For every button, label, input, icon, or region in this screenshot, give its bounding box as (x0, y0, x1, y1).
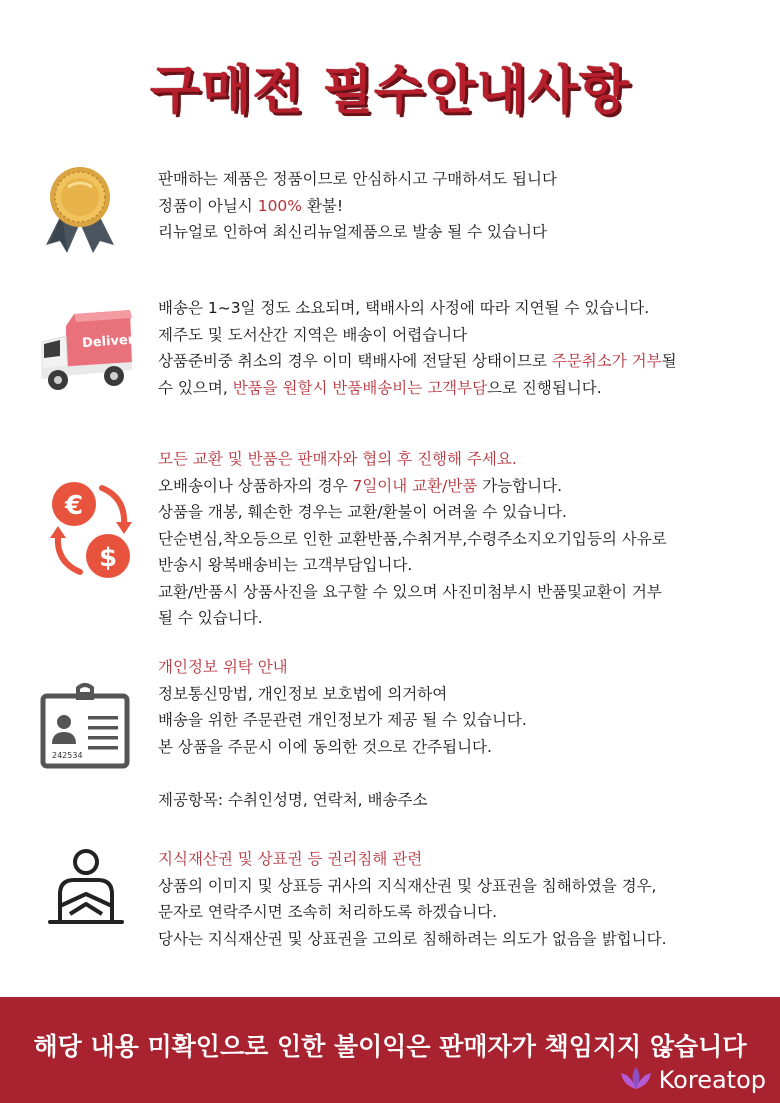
highlight-text: 개인정보 위탁 안내 (158, 658, 288, 676)
text-span: 교환/반품시 상품사진을 요구할 수 있으며 사진미첨부시 반품및교환이 거부 (158, 582, 662, 601)
text-line (158, 605, 760, 632)
section-privacy (0, 652, 780, 812)
text-line (158, 295, 760, 322)
text-span: 상품의 이미지 및 상표등 귀사의 지식재산권 및 상표권을 침해하였을 경우, (158, 876, 657, 895)
text-line (158, 446, 760, 473)
text-line (158, 787, 760, 814)
text-line (158, 499, 760, 526)
text-line (158, 579, 760, 606)
text-span: 문자로 연락주시면 조속히 처리하도록 하겠습니다. (158, 903, 498, 921)
text-line (158, 219, 760, 246)
text-span: 상품을 개봉, 훼손한 경우는 교환/환불이 어려울 수 있습니다. (158, 503, 567, 521)
text-span: 본 상품을 주문시 이에 동의한 것으로 간주됩니다. (158, 737, 492, 756)
text-span: 당사는 지식재산권 및 상표권을 고의로 침해하려는 의도가 없음을 밝힙니다. (158, 929, 667, 948)
text-line (158, 926, 760, 953)
text-line (158, 873, 760, 900)
section-exchange-text (158, 446, 760, 632)
svg-text:$: $ (98, 543, 118, 573)
highlight-text: 모든 교환 및 반품은 판매자와 협의 후 진행해 주세요. (158, 450, 517, 468)
section-genuine (0, 160, 780, 260)
text-line (158, 552, 760, 579)
text-span: 배송은 1~3일 정도 소요되며, 택배사의 사정에 따라 지연될 수 있습니다. (158, 299, 650, 317)
text-span: 정품이 아닐시 (158, 196, 258, 215)
section-genuine-text (158, 166, 760, 246)
text-line (158, 322, 760, 349)
page-title: 구매전 필수안내사항 (149, 61, 631, 121)
section-delivery (0, 290, 780, 410)
text-line (158, 734, 760, 761)
text-line (158, 193, 760, 220)
highlight-text: 100% (257, 196, 303, 215)
currency-exchange-icon (46, 474, 138, 590)
svg-text:Delivery: Delivery (81, 331, 144, 352)
brand-name: Koreatop (658, 1066, 766, 1094)
lotus-icon (619, 1065, 653, 1095)
text-span: 제공항목: 수취인성명, 연락처, 배송주소 (158, 790, 428, 809)
text-span: 될 (661, 352, 677, 370)
text-span: 수 있으며, (158, 378, 233, 397)
text-line (158, 526, 760, 553)
text-span: 상품준비중 취소의 경우 이미 택배사에 전달된 상태이므로 (158, 352, 552, 370)
text-span: 반송시 왕복배송비는 고객부담입니다. (158, 556, 413, 574)
section-privacy-text (158, 654, 760, 813)
card-number: 242534 (52, 751, 83, 760)
svg-text:€: € (64, 491, 84, 521)
person-hands-icon (44, 846, 128, 934)
text-span: 오배송이나 상품하자의 경우 (158, 476, 353, 495)
text-line (158, 166, 760, 193)
text-line (158, 760, 760, 787)
text-span: 가능합니다. (477, 476, 563, 495)
footer-banner (0, 997, 780, 1103)
id-card-icon (40, 680, 130, 776)
text-span: 환불! (302, 196, 344, 215)
text-span: 배송을 위한 주문관련 개인정보가 제공 될 수 있습니다. (158, 711, 527, 729)
section-exchange (0, 444, 780, 634)
highlight-text: 반품을 원할시 반품배송비는 고객부담 (232, 378, 488, 397)
highlight-text: 지식재산권 및 상표권 등 권리침해 관련 (158, 850, 423, 868)
text-span: 정보통신망법, 개인정보 보호법에 의거하여 (158, 684, 448, 703)
brand-logo (619, 1065, 766, 1095)
highlight-text: 7일이내 교환/반품 (352, 476, 478, 495)
section-ip-rights-text (158, 846, 760, 952)
text-line (158, 654, 760, 681)
section-delivery-text (158, 295, 760, 401)
footer-disclaimer: 해당 내용 미확인으로 인한 불이익은 판매자가 책임지지 않습니다 (33, 1032, 747, 1061)
section-ip-rights (0, 846, 780, 956)
text-line (158, 348, 760, 375)
text-line (158, 707, 760, 734)
text-span: 리뉴얼로 인하여 최신리뉴얼제품으로 발송 될 수 있습니다 (158, 223, 547, 241)
gold-medal-icon (40, 165, 120, 261)
text-line (158, 375, 760, 402)
text-line (158, 846, 760, 873)
text-line (158, 473, 760, 500)
delivery-truck-icon (38, 308, 144, 396)
text-line (158, 681, 760, 708)
text-span: 으로 진행됩니다. (487, 378, 602, 397)
text-span: 될 수 있습니다. (158, 609, 263, 627)
text-span: 제주도 및 도서산간 지역은 배송이 어렵습니다 (158, 325, 468, 344)
highlight-text: 주문취소가 거부 (551, 352, 662, 370)
text-span: 판매하는 제품은 정품이므로 안심하시고 구매하셔도 됩니다 (158, 170, 557, 188)
text-line (158, 899, 760, 926)
text-span: 단순변심,착오등으로 인한 교환반품,수취거부,수령주소지오기입등의 사유로 (158, 529, 667, 548)
